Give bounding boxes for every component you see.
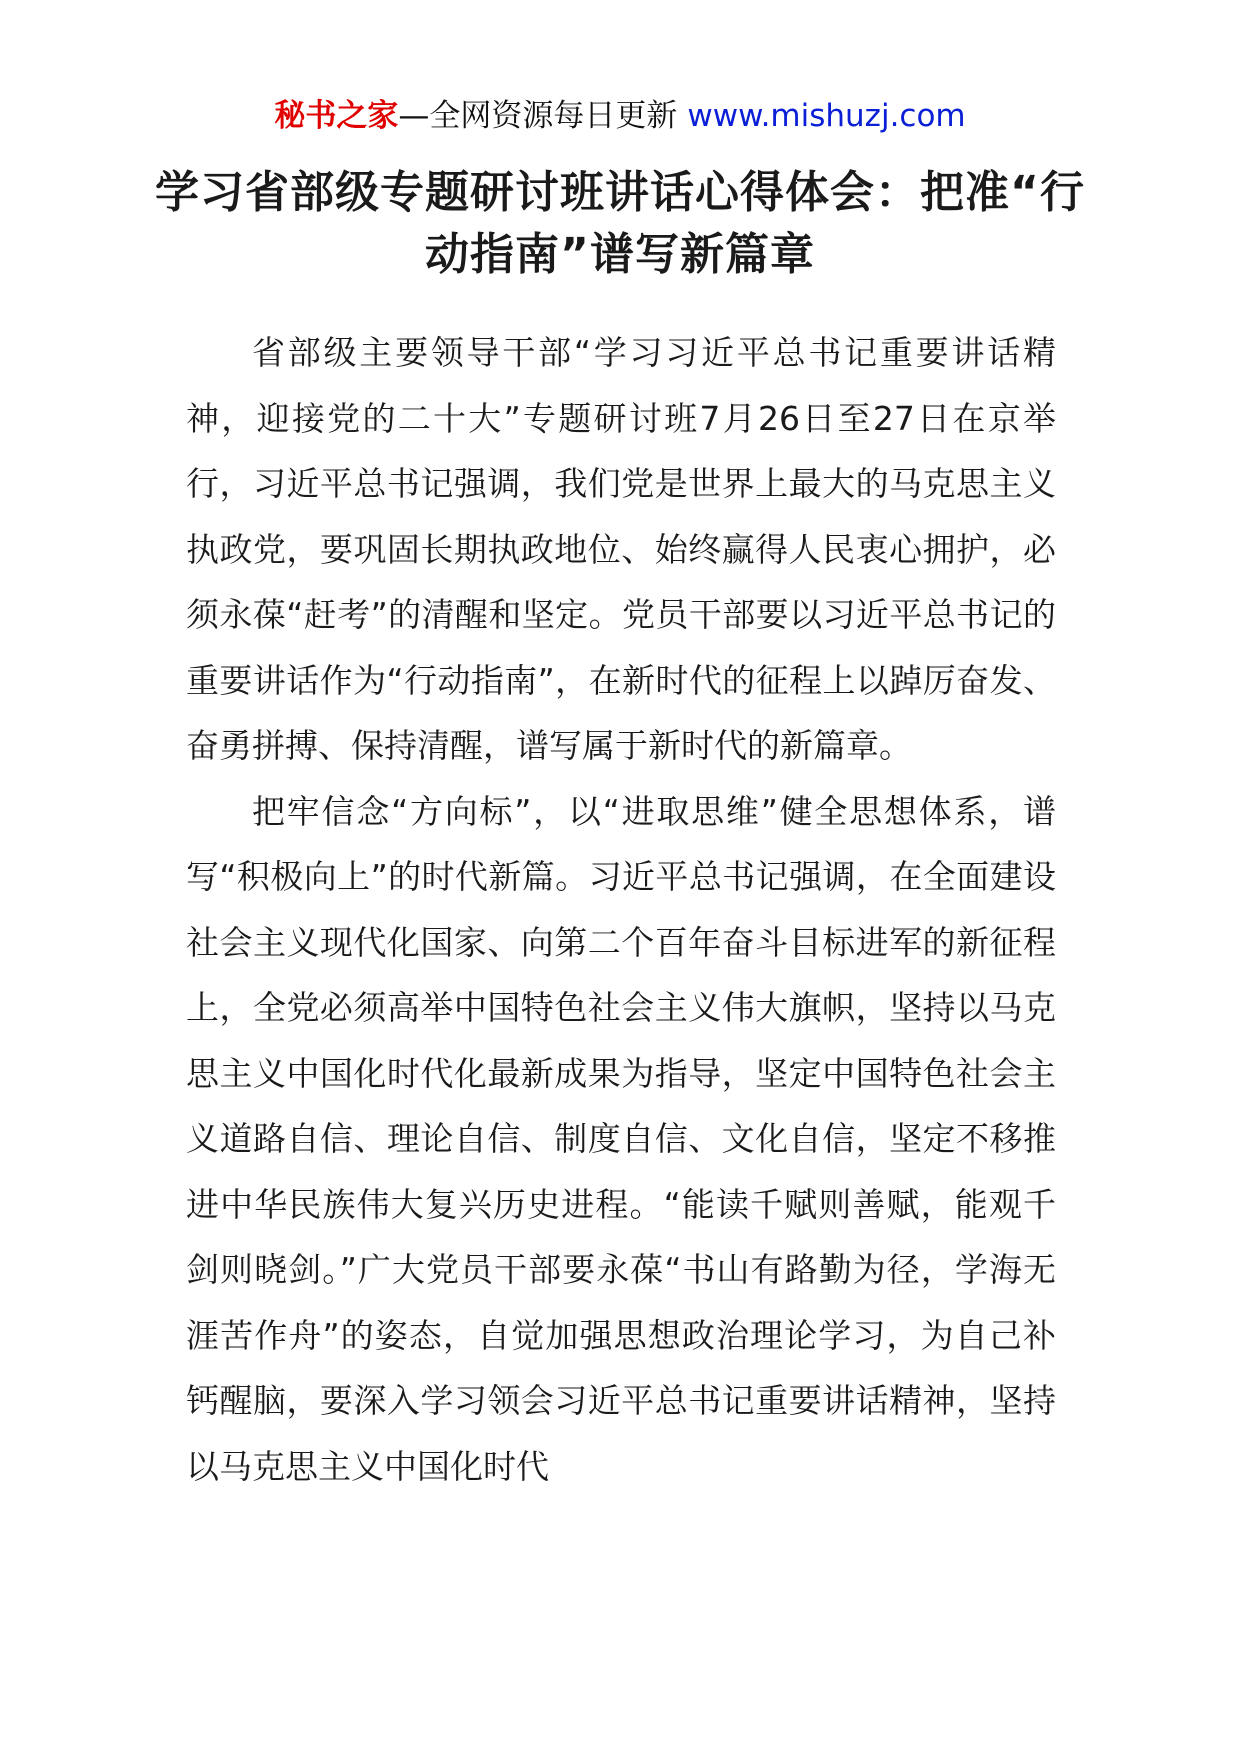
paragraph: 省部级主要领导干部“学习习近平总书记重要讲话精神，迎接党的二十大”专题研讨班7月26日至27日在京举行，习近平总书记强调，我们党是世界上最大的马克思主义执政党，要巩固长期执政地位、始终赢得人民衷心拥护，必须永葆“赶考”的清醒和坚定。党员干部要以习近平总书记的重要讲话作为“行动指南”，在新时代的征程上以踔厉奋发、奋勇拼搏、保持清醒，谱写属于新时代的新篇章。 [186, 333, 1056, 765]
site-url-link[interactable]: www.mishuzj.com [687, 98, 966, 134]
document-title: 学习省部级专题研讨班讲话心得体会：把准“行动指南”谱写新篇章 [155, 167, 1085, 280]
site-header [0, 96, 1240, 136]
site-slogan: —全网资源每日更新 [398, 98, 678, 134]
site-brand: 秘书之家 [274, 98, 399, 134]
paragraph: 把牢信念“方向标”，以“进取思维”健全思想体系，谱写“积极向上”的时代新篇。习近平总书记强调，在全面建设社会主义现代化国家、向第二个百年奋斗目标进军的新征程上，全党必须高举中国特色社会主义伟大旗帜，坚持以马克思主义中国化时代化最新成果为指导，坚定中国特色社会主义道路自信、理论自信、制度自信、文化自信，坚定不移推进中华民族伟大复兴历史进程。“能读千赋则善赋，能观千剑则晓剑。”广大党员干部要永葆“书山有路勤为径，学海无涯苦作舟”的姿态，自觉加强思想政治理论学习，为自己补钙醒脑，要深入学习领会习近平总书记重要讲话精神，坚持以马克思主义中国化时代 [186, 791, 1056, 1486]
document-body [186, 320, 1056, 1499]
